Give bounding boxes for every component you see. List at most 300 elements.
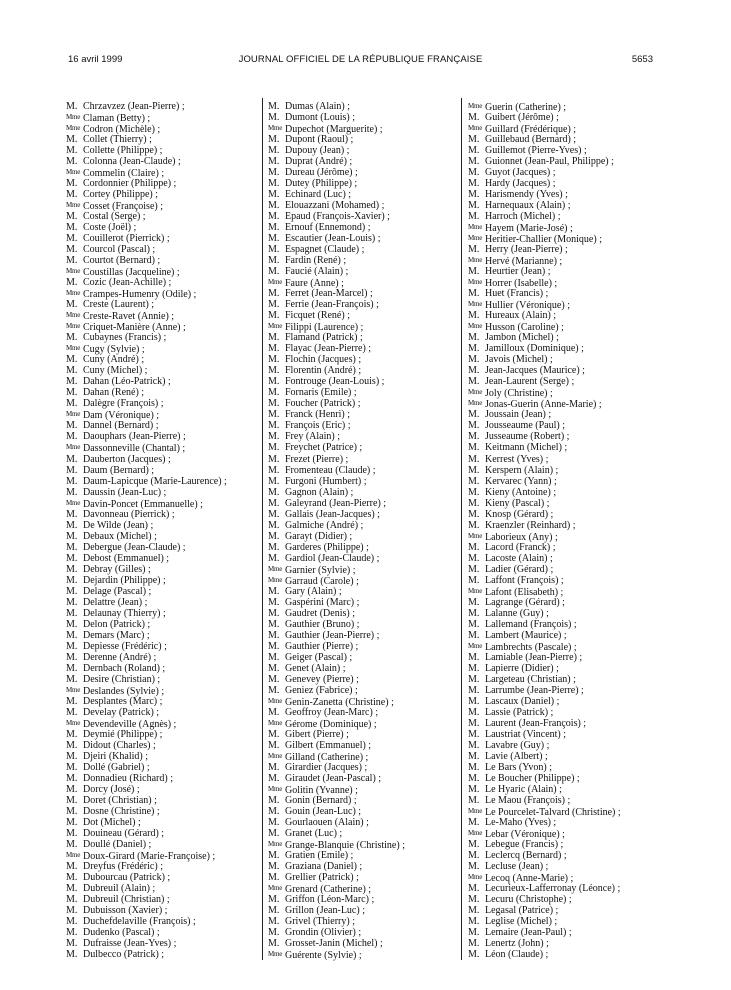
person-name: Garderes (Philippe) ; bbox=[285, 541, 369, 553]
person-name: Florentin (André) ; bbox=[285, 365, 362, 377]
person-name: Lalanne (Guy) ; bbox=[485, 607, 549, 619]
person-name: Genin-Zanetta (Christine) ; bbox=[285, 696, 394, 708]
list-item bbox=[66, 894, 241, 905]
list-item bbox=[468, 332, 658, 343]
civility-title: M. bbox=[468, 783, 480, 795]
list-item bbox=[66, 365, 241, 376]
person-name: Colonna (Jean-Claude) ; bbox=[83, 156, 181, 168]
person-name: Dejardin (Philippe) ; bbox=[83, 574, 166, 586]
list-item bbox=[268, 233, 450, 244]
person-name: Guibert (Jérôme) ; bbox=[485, 112, 559, 124]
list-item bbox=[66, 476, 241, 487]
list-item bbox=[268, 189, 450, 200]
civility-title: M. bbox=[468, 673, 480, 685]
list-item bbox=[268, 553, 450, 564]
list-item bbox=[468, 707, 658, 718]
person-name: Golitin (Yvanne) ; bbox=[285, 784, 358, 796]
list-item bbox=[268, 751, 450, 762]
civility-title: M. bbox=[468, 717, 480, 729]
person-name: Hureaux (Alain) ; bbox=[485, 310, 557, 322]
person-name: Dam (Véronique) ; bbox=[83, 410, 160, 422]
person-name: Gauthier (Pierre) ; bbox=[285, 640, 359, 652]
person-name: Lecurieux-Lafferronay (Léonce) ; bbox=[485, 883, 621, 895]
person-name: Dudenko (Pascal) ; bbox=[83, 927, 160, 939]
person-name: Daum (Bernard) ; bbox=[83, 464, 155, 476]
person-name: Harnequaux (Alain) ; bbox=[485, 200, 571, 212]
civility-title: M. bbox=[66, 541, 78, 553]
list-item bbox=[268, 454, 450, 465]
person-name: Criquet-Manière (Anne) ; bbox=[83, 322, 186, 334]
person-name: Guérente (Sylvie) ; bbox=[285, 950, 362, 962]
civility-title: M. bbox=[268, 332, 280, 344]
list-item bbox=[468, 740, 658, 751]
list-item bbox=[468, 685, 658, 696]
person-name: Courtot (Bernard) ; bbox=[83, 255, 161, 267]
person-name: Doux-Girard (Marie-Françoise) ; bbox=[83, 851, 216, 863]
person-name: Coustillas (Jacqueline) ; bbox=[83, 267, 180, 279]
person-name: Gauthier (Jean-Pierre) ; bbox=[285, 629, 380, 641]
civility-title: M. bbox=[468, 475, 480, 487]
civility-title: M. bbox=[66, 332, 78, 344]
list-item bbox=[66, 454, 241, 465]
civility-title: M. bbox=[268, 916, 280, 928]
person-name: Espagnet (Claude) ; bbox=[285, 244, 365, 256]
list-item bbox=[268, 663, 450, 674]
list-item bbox=[66, 630, 241, 641]
civility-title: M. bbox=[468, 728, 480, 740]
civility-title: M. bbox=[268, 497, 280, 509]
list-item bbox=[468, 178, 658, 189]
civility-title: M. bbox=[468, 905, 480, 917]
list-item bbox=[66, 861, 241, 872]
civility-title: M. bbox=[468, 794, 480, 806]
person-name: Dauberton (Jacques) ; bbox=[83, 453, 171, 465]
person-name: Lavie (Albert) ; bbox=[485, 750, 548, 762]
list-item bbox=[268, 883, 450, 894]
civility-title: M. bbox=[268, 794, 280, 806]
civility-title: M. bbox=[468, 310, 480, 322]
list-item bbox=[268, 938, 450, 949]
person-name: Dumas (Alain) ; bbox=[285, 101, 350, 112]
civility-title: M. bbox=[66, 806, 78, 817]
person-name: Guillemot (Pierre-Yves) ; bbox=[485, 145, 587, 157]
list-item bbox=[468, 619, 658, 630]
person-name: Davonneau (Pierrick) ; bbox=[83, 508, 175, 520]
list-item bbox=[268, 817, 450, 828]
civility-title: Mme bbox=[268, 696, 283, 705]
list-item bbox=[268, 652, 450, 663]
person-name: Chrzavzez (Jean-Pierre) ; bbox=[83, 101, 185, 112]
civility-title: M. bbox=[268, 772, 280, 784]
list-item bbox=[66, 233, 241, 244]
person-name: De Wilde (Jean) ; bbox=[83, 519, 154, 531]
list-item bbox=[468, 575, 658, 586]
civility-title: M. bbox=[66, 905, 78, 917]
civility-title: M. bbox=[268, 288, 280, 300]
person-name: Jean-Laurent (Serge) ; bbox=[485, 376, 575, 388]
civility-title: M. bbox=[66, 761, 78, 773]
person-name: Douineau (Gérard) ; bbox=[83, 828, 165, 840]
person-name: Javois (Michel) ; bbox=[485, 354, 553, 366]
list-item bbox=[66, 542, 241, 553]
civility-title: M. bbox=[468, 927, 480, 939]
civility-title: M. bbox=[268, 156, 280, 168]
list-item bbox=[268, 343, 450, 354]
list-item bbox=[268, 619, 450, 630]
person-name: Elouazzani (Mohamed) ; bbox=[285, 200, 385, 212]
person-name: Lemaire (Jean-Paul) ; bbox=[485, 927, 572, 939]
civility-title: M. bbox=[268, 299, 280, 311]
civility-title: M. bbox=[468, 431, 480, 443]
person-name: Genevey (Pierre) ; bbox=[285, 673, 359, 685]
list-item bbox=[66, 321, 241, 332]
person-name: Harismendy (Yves) ; bbox=[485, 189, 568, 201]
civility-title: Mme bbox=[66, 201, 81, 210]
civility-title: M. bbox=[66, 365, 78, 377]
list-item bbox=[268, 134, 450, 145]
person-name: Fardin (René) ; bbox=[285, 255, 347, 267]
civility-title: Mme bbox=[66, 718, 81, 727]
civility-title: M. bbox=[268, 376, 280, 388]
list-item bbox=[268, 784, 450, 795]
person-name: Freychet (Patrice) ; bbox=[285, 442, 363, 454]
civility-title: M. bbox=[268, 486, 280, 498]
person-name: Cugy (Sylvie) ; bbox=[83, 344, 145, 356]
list-item bbox=[66, 531, 241, 542]
list-item bbox=[268, 740, 450, 751]
civility-title: M. bbox=[468, 211, 480, 223]
person-name: Lenertz (John) ; bbox=[485, 938, 549, 950]
civility-title: M. bbox=[66, 486, 78, 498]
list-item bbox=[268, 916, 450, 927]
list-item bbox=[468, 167, 658, 178]
list-item bbox=[468, 431, 658, 442]
list-item bbox=[66, 784, 241, 795]
list-item bbox=[66, 806, 241, 817]
person-name: Lambert (Maurice) ; bbox=[485, 629, 567, 641]
person-name: Dollé (Gabriel) ; bbox=[83, 761, 150, 773]
civility-title: M. bbox=[268, 728, 280, 740]
list-item bbox=[66, 729, 241, 740]
list-item bbox=[66, 696, 241, 707]
civility-title: Mme bbox=[66, 168, 81, 177]
person-name: Furgoni (Humbert) ; bbox=[285, 475, 367, 487]
civility-title: M. bbox=[468, 343, 480, 355]
list-item bbox=[468, 795, 658, 806]
list-item bbox=[66, 707, 241, 718]
civility-title: M. bbox=[468, 244, 480, 256]
list-item bbox=[468, 145, 658, 156]
civility-title: M. bbox=[66, 783, 78, 795]
list-item bbox=[468, 454, 658, 465]
civility-title: M. bbox=[66, 563, 78, 575]
person-name: Gary (Alain) ; bbox=[285, 585, 342, 597]
person-name: Lavabre (Guy) ; bbox=[485, 739, 550, 751]
civility-title: M. bbox=[468, 739, 480, 751]
list-item bbox=[66, 619, 241, 630]
civility-title: M. bbox=[66, 431, 78, 443]
list-item bbox=[268, 729, 450, 740]
civility-title: M. bbox=[268, 905, 280, 917]
list-item bbox=[66, 310, 241, 321]
journal-title: JOURNAL OFFICIEL DE LA RÉPUBLIQUE FRANÇAISE bbox=[238, 54, 483, 65]
list-item bbox=[468, 663, 658, 674]
person-name: Dernbach (Roland) ; bbox=[83, 662, 166, 674]
list-item bbox=[268, 773, 450, 784]
civility-title: M. bbox=[268, 585, 280, 597]
person-name: Jusseaume (Robert) ; bbox=[485, 431, 570, 443]
civility-title: M. bbox=[66, 519, 78, 531]
civility-title: M. bbox=[468, 134, 480, 146]
person-name: Lebegue (Francis) ; bbox=[485, 839, 564, 851]
civility-title: M. bbox=[468, 850, 480, 862]
list-item bbox=[66, 332, 241, 343]
list-item bbox=[268, 542, 450, 553]
person-name: Creste (Laurent) ; bbox=[83, 299, 155, 311]
civility-title: M. bbox=[66, 145, 78, 157]
civility-title: M. bbox=[268, 464, 280, 476]
list-item bbox=[468, 850, 658, 861]
person-name: Gilbert (Emmanuel) ; bbox=[285, 739, 372, 751]
list-item bbox=[66, 255, 241, 266]
list-item bbox=[268, 442, 450, 453]
list-item bbox=[66, 288, 241, 299]
civility-title: M. bbox=[268, 365, 280, 377]
list-item bbox=[268, 509, 450, 520]
list-item bbox=[468, 387, 658, 398]
person-name: Griffon (Léon-Marc) ; bbox=[285, 894, 375, 906]
person-name: Frey (Alain) ; bbox=[285, 431, 340, 443]
list-item bbox=[66, 112, 241, 123]
person-name: Guillebaud (Bernard) ; bbox=[485, 134, 577, 146]
person-name: Lascaux (Daniel) ; bbox=[485, 695, 560, 707]
civility-title: Mme bbox=[66, 124, 81, 133]
person-name: Grondin (Olivier) ; bbox=[285, 927, 362, 939]
civility-title: Mme bbox=[66, 851, 81, 860]
person-name: Kerspern (Alain) ; bbox=[485, 464, 559, 476]
civility-title: Mme bbox=[66, 311, 81, 320]
civility-title: M. bbox=[66, 596, 78, 608]
civility-title: M. bbox=[268, 662, 280, 674]
list-item bbox=[468, 520, 658, 531]
person-name: Dulbecco (Patrick) ; bbox=[83, 949, 165, 961]
list-item bbox=[268, 310, 450, 321]
list-item bbox=[468, 564, 658, 575]
list-item bbox=[66, 431, 241, 442]
list-item bbox=[268, 354, 450, 365]
person-name: Jamilloux (Dominique) ; bbox=[485, 343, 584, 355]
list-item bbox=[468, 134, 658, 145]
civility-title: M. bbox=[66, 651, 78, 663]
civility-title: M. bbox=[468, 145, 480, 157]
civility-title: M. bbox=[468, 541, 480, 553]
civility-title: M. bbox=[268, 442, 280, 454]
civility-title: M. bbox=[468, 266, 480, 278]
list-item bbox=[468, 498, 658, 509]
person-name: Didout (Charles) ; bbox=[83, 739, 156, 751]
list-item bbox=[468, 608, 658, 619]
list-item bbox=[468, 299, 658, 310]
name-column-3 bbox=[468, 101, 658, 960]
civility-title: M. bbox=[268, 354, 280, 366]
person-name: Girardier (Jacques) ; bbox=[285, 761, 368, 773]
person-name: Giraudet (Jean-Pascal) ; bbox=[285, 772, 382, 784]
civility-title: M. bbox=[468, 861, 480, 873]
civility-title: M. bbox=[66, 508, 78, 520]
civility-title: M. bbox=[66, 629, 78, 641]
civility-title: Mme bbox=[66, 289, 81, 298]
civility-title: M. bbox=[268, 541, 280, 553]
civility-title: M. bbox=[468, 629, 480, 641]
list-item bbox=[468, 476, 658, 487]
person-name: Legasal (Patrice) ; bbox=[485, 905, 559, 917]
list-item bbox=[468, 696, 658, 707]
civility-title: M. bbox=[468, 618, 480, 630]
person-name: Flochin (Jacques) ; bbox=[285, 354, 362, 366]
person-name: Guillard (Frédérique) ; bbox=[485, 124, 577, 136]
list-item bbox=[468, 321, 658, 332]
person-name: Dupont (Raoul) ; bbox=[285, 134, 354, 146]
list-item bbox=[268, 167, 450, 178]
civility-title: M. bbox=[268, 508, 280, 520]
civility-title: M. bbox=[468, 156, 480, 168]
civility-title: M. bbox=[268, 310, 280, 322]
person-name: Galeyrand (Jean-Pierre) ; bbox=[285, 497, 387, 509]
civility-title: M. bbox=[468, 508, 480, 520]
person-name: Djeiri (Khalid) ; bbox=[83, 750, 148, 762]
person-name: Ladier (Gérard) ; bbox=[485, 563, 554, 575]
list-item bbox=[468, 343, 658, 354]
list-item bbox=[66, 839, 241, 850]
person-name: Dufraisse (Jean-Yves) ; bbox=[83, 938, 177, 950]
list-item bbox=[468, 266, 658, 277]
list-item bbox=[468, 156, 658, 167]
list-item bbox=[268, 850, 450, 861]
civility-title: Mme bbox=[268, 784, 283, 793]
civility-title: M. bbox=[66, 420, 78, 432]
civility-title: M. bbox=[468, 706, 480, 718]
civility-title: Mme bbox=[468, 807, 483, 815]
civility-title: M. bbox=[468, 839, 480, 851]
civility-title: M. bbox=[66, 728, 78, 740]
list-item bbox=[468, 531, 658, 542]
person-name: Couillerot (Pierrick) ; bbox=[83, 233, 170, 245]
person-name: Dahan (René) ; bbox=[83, 387, 145, 399]
list-item bbox=[66, 828, 241, 839]
civility-title: M. bbox=[66, 872, 78, 884]
person-name: Cosset (Françoise) ; bbox=[83, 201, 163, 213]
person-name: Desire (Christian) ; bbox=[83, 673, 161, 685]
person-name: Gibert (Pierre) ; bbox=[285, 728, 349, 740]
person-name: Dubreuil (Christian) ; bbox=[83, 894, 170, 906]
list-item bbox=[468, 817, 658, 828]
list-item bbox=[268, 178, 450, 189]
civility-title: M. bbox=[66, 277, 78, 289]
civility-title: M. bbox=[268, 596, 280, 608]
civility-title: M. bbox=[268, 420, 280, 432]
list-item bbox=[468, 465, 658, 476]
civility-title: M. bbox=[268, 706, 280, 718]
person-name: Geoffroy (Jean-Marc) ; bbox=[285, 706, 379, 718]
list-item bbox=[468, 674, 658, 685]
civility-title: M. bbox=[66, 552, 78, 564]
list-item bbox=[468, 872, 658, 883]
list-item bbox=[66, 652, 241, 663]
list-item bbox=[66, 498, 241, 509]
list-item bbox=[268, 828, 450, 839]
person-name: Grellier (Patrick) ; bbox=[285, 872, 359, 884]
person-name: Debergue (Jean-Claude) ; bbox=[83, 541, 186, 553]
civility-title: M. bbox=[66, 662, 78, 674]
list-item bbox=[468, 123, 658, 134]
list-item bbox=[268, 465, 450, 476]
column-divider bbox=[461, 98, 462, 960]
civility-title: M. bbox=[468, 519, 480, 531]
list-item bbox=[468, 630, 658, 641]
civility-title: M. bbox=[66, 794, 78, 806]
civility-title: M. bbox=[66, 739, 78, 751]
column-divider bbox=[262, 98, 263, 960]
person-name: Desplantes (Marc) ; bbox=[83, 695, 163, 707]
civility-title: M. bbox=[66, 178, 78, 190]
person-name: Leclercq (Bernard) ; bbox=[485, 850, 567, 862]
person-name: Kieny (Antoine) ; bbox=[485, 486, 557, 498]
list-item bbox=[66, 387, 241, 398]
civility-title: Mme bbox=[468, 531, 483, 540]
list-item bbox=[66, 101, 241, 112]
list-item bbox=[66, 586, 241, 597]
person-name: Gaudret (Denis) ; bbox=[285, 607, 355, 619]
civility-title: Mme bbox=[468, 873, 483, 882]
civility-title: M. bbox=[66, 354, 78, 366]
list-item bbox=[66, 343, 241, 354]
civility-title: M. bbox=[268, 607, 280, 619]
civility-title: M. bbox=[66, 828, 78, 840]
civility-title: M. bbox=[268, 629, 280, 641]
list-item bbox=[468, 916, 658, 927]
list-item bbox=[268, 718, 450, 729]
list-item bbox=[268, 409, 450, 420]
list-item bbox=[66, 244, 241, 255]
person-name: Hardy (Jacques) ; bbox=[485, 178, 556, 190]
person-name: Doret (Christian) ; bbox=[83, 794, 157, 806]
name-column-2 bbox=[268, 101, 450, 960]
person-name: Derenne (André) ; bbox=[83, 651, 157, 663]
person-name: Lassie (Patrick) ; bbox=[485, 706, 554, 718]
list-item bbox=[268, 288, 450, 299]
civility-title: Mme bbox=[468, 322, 483, 331]
person-name: Le Pourcelet-Talvard (Christine) ; bbox=[485, 807, 621, 818]
civility-title: M. bbox=[268, 894, 280, 906]
civility-title: M. bbox=[66, 618, 78, 630]
civility-title: M. bbox=[268, 387, 280, 399]
civility-title: M. bbox=[468, 376, 480, 388]
person-name: Cozic (Jean-Achille) ; bbox=[83, 277, 172, 289]
list-item bbox=[468, 784, 658, 795]
civility-title: M. bbox=[268, 200, 280, 212]
civility-title: M. bbox=[66, 883, 78, 895]
list-item bbox=[268, 332, 450, 343]
list-item bbox=[268, 564, 450, 575]
person-name: Jean-Jacques (Maurice) ; bbox=[485, 365, 585, 377]
civility-title: M. bbox=[468, 189, 480, 201]
person-name: Dumont (Louis) ; bbox=[285, 112, 355, 124]
person-name: Lebar (Véronique) ; bbox=[485, 829, 565, 841]
list-item bbox=[268, 520, 450, 531]
civility-title: Mme bbox=[468, 256, 483, 265]
civility-title: M. bbox=[468, 662, 480, 674]
civility-title: M. bbox=[468, 354, 480, 366]
